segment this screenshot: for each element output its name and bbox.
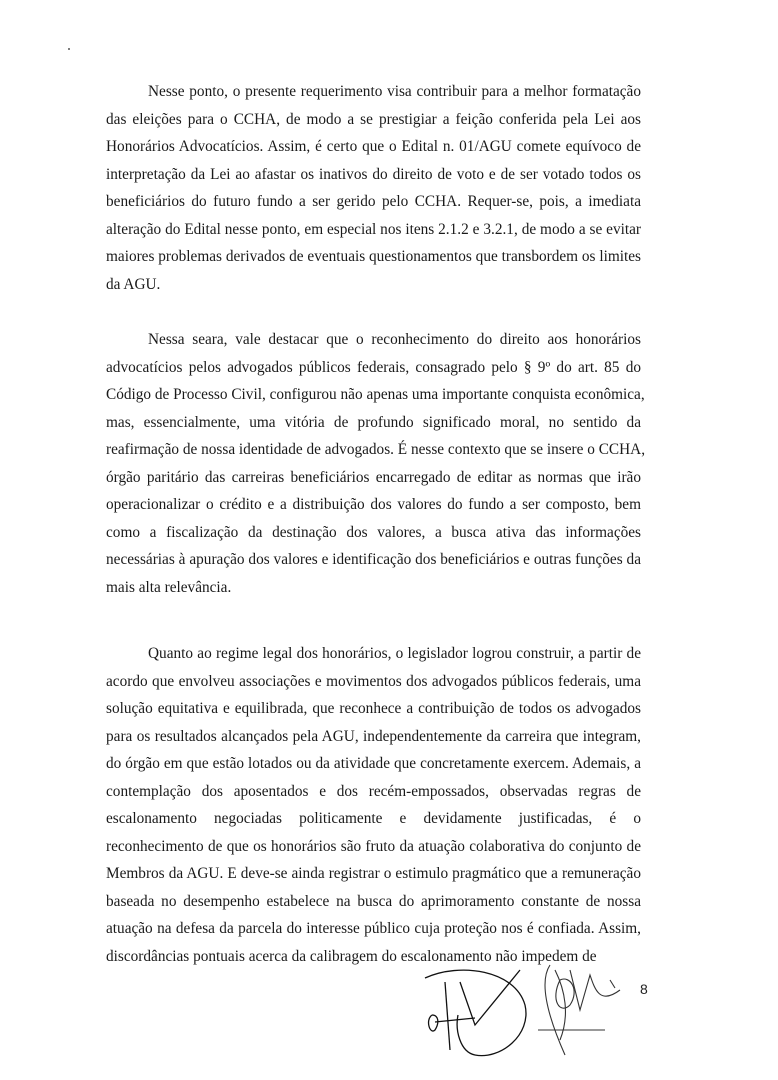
text-line: interpretação da Lei ao afastar os inativos do direito de voto e de ser votado todos os [106, 165, 641, 183]
text-line: operacionalizar o crédito e a distribuição dos valores do fundo a ser composto, bem [106, 496, 641, 513]
text-line: beneficiários do futuro fundo a ser gerido pelo CCHA. Requer-se, pois, a imediata [106, 193, 641, 210]
text-line: Código de Processo Civil, configurou não apenas uma importante conquista econômica, [106, 386, 645, 403]
paragraph-2 [106, 326, 646, 601]
text-line: atuação na defesa da parcela do interesse público cuja proteção nos é confiada. Assim, [106, 920, 641, 937]
paragraph-1 [106, 78, 641, 298]
text-line: acordo que envolveu associações e movimentos dos advogados públicos federais, uma [106, 672, 641, 690]
text-line: discordâncias pontuais acerca da calibragem do escalonamento não impedem de [106, 947, 597, 965]
text-line: como a fiscalização da destinação dos valores, a busca ativa das informações [106, 523, 641, 541]
signature-2-icon [538, 965, 620, 1055]
text-line: Nessa seara, vale destacar que o reconhecimento do direito aos honorários [148, 331, 641, 348]
text-line: Membros da AGU. E deve-se ainda registrar o estimulo pragmático que a remuneração [106, 865, 641, 882]
text-line: advocatícios pelos advogados públicos federais, consagrado pelo § 9º do art. 85 do [106, 358, 641, 376]
text-line: Nesse ponto, o presente requerimento visa contribuir para a melhor formatação [148, 83, 641, 100]
text-line: mas, essencialmente, uma vitória de profundo significado moral, no sentido da [106, 413, 641, 431]
text-line: das eleições para o CCHA, de modo a se prestigiar a feição conferida pela Lei aos [106, 110, 641, 128]
text-line: mais alta relevância. [106, 578, 232, 596]
text-line: solução equitativa e equilibrada, que reconhece a contribuição de todos os advogados [106, 700, 641, 717]
text-line: maiores problemas derivados de eventuais questionamentos que transbordem os limites [106, 248, 641, 265]
text-line: alteração do Edital nesse ponto, em especial nos itens 2.1.2 e 3.2.1, de modo a se evitar [106, 220, 641, 238]
text-line: baseada no desempenho estabelece na busca do aprimoramento constante de nossa [106, 892, 641, 910]
text-line: reconhecimento de que os honorários são fruto da atuação colaborativa do conjunto de [106, 837, 641, 855]
text-line: contemplação dos aposentados e dos recém-empossados, observadas regras de [106, 782, 641, 800]
paragraph-3 [106, 640, 641, 970]
text-line: Quanto ao regime legal dos honorários, o legislador logrou construir, a partir de [148, 645, 641, 662]
text-line: para os resultados alcançados pela AGU, independentemente da carreira que integram, [106, 727, 641, 745]
text-line: reafirmação de nossa identidade de advogados. É nesse contexto que se insere o CCHA, [106, 441, 646, 458]
text-line: da AGU. [106, 275, 161, 293]
text-line: escalonamento negociadas politicamente e devidamente justificadas, é o [106, 810, 641, 827]
signatures [420, 960, 630, 1070]
text-line: necessárias à apuração dos valores e identificação dos beneficiários e outras funções da [106, 551, 641, 568]
page-number: 8 [640, 981, 648, 997]
scan-speck [68, 48, 70, 50]
text-line: órgão paritário das carreiras beneficiários encarregado de editar as normas que irão [106, 468, 641, 486]
text-line: do órgão em que estão lotados ou da atividade que concretamente exercem. Ademais, a [106, 755, 641, 772]
text-line: Honorários Advocatícios. Assim, é certo que o Edital n. 01/AGU comete equívoco de [106, 138, 641, 155]
signature-1-icon [425, 970, 526, 1056]
